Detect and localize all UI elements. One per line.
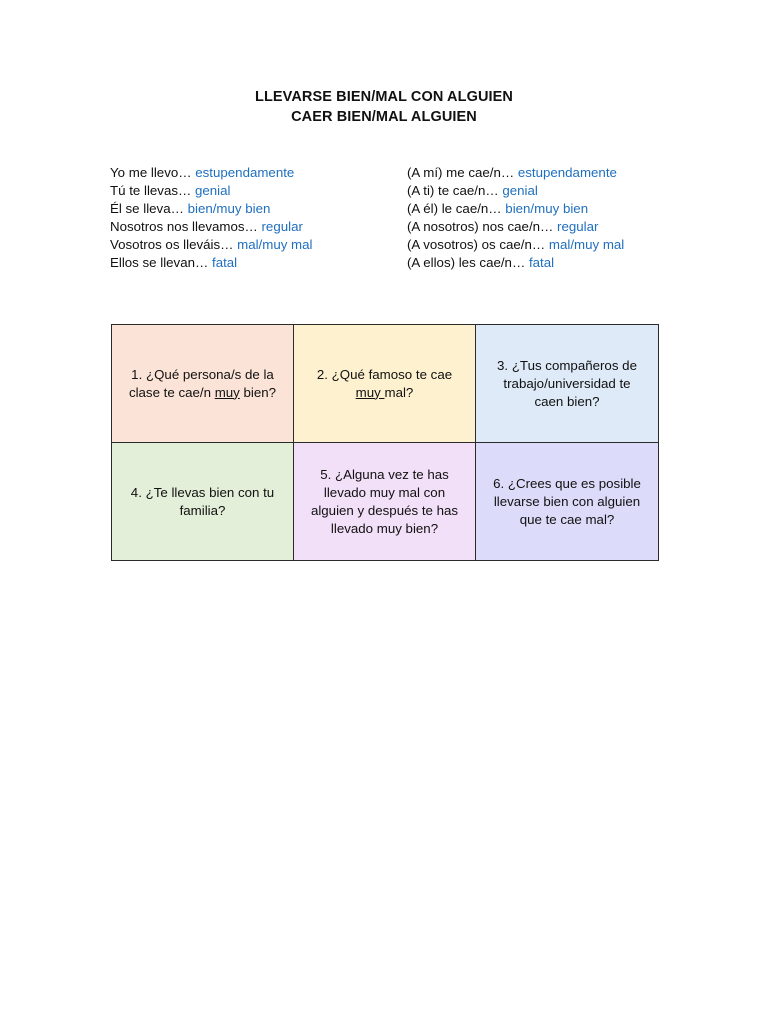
list-item-prefix: Ellos se llevan…: [110, 255, 212, 270]
list-item-prefix: Nosotros nos llevamos…: [110, 219, 262, 234]
list-item-value: bien/muy bien: [187, 201, 271, 216]
list-item-value: estupendamente: [195, 165, 295, 180]
list-item: [407, 254, 624, 272]
list-item-prefix: Vosotros os lleváis…: [110, 237, 238, 252]
list-item-value: regular: [261, 219, 303, 234]
question-text: 3. ¿Tus compañeros de trabajo/universidad te caen bien?: [497, 357, 637, 409]
question-grid: [111, 324, 659, 561]
page-subtitle: CAER BIEN/MAL ALGUIEN: [291, 109, 477, 125]
underlined-word: muy: [214, 384, 240, 400]
question-text-part: 2. ¿Qué famoso te cae: [316, 366, 453, 382]
list-item-prefix: Yo me llevo…: [110, 165, 196, 180]
list-item-prefix: (A nosotros) nos cae/n…: [407, 219, 558, 234]
caer-list: [407, 164, 624, 272]
list-item-value: fatal: [212, 255, 238, 270]
list-item-value: fatal: [528, 255, 555, 270]
list-item-value: estupendamente: [517, 165, 617, 180]
list-item: [407, 164, 624, 182]
list-item-value: mal/muy mal: [548, 237, 625, 252]
list-item: [110, 218, 313, 236]
list-item: [110, 236, 313, 254]
question-text-part: 1. ¿Qué persona/s de la clase te cae/n: [128, 366, 274, 400]
list-item: [407, 182, 624, 200]
question-cell-1: [112, 325, 294, 443]
list-item-value: genial: [502, 183, 538, 198]
list-item-value: regular: [557, 219, 599, 234]
question-cell-4: [112, 443, 294, 560]
list-item-value: mal/muy mal: [237, 237, 313, 252]
list-item: [110, 200, 313, 218]
list-item: [407, 200, 624, 218]
question-text: 6. ¿Crees que es posible llevarse bien con alguien que te cae mal?: [493, 475, 641, 527]
list-item-prefix: (A ellos) les cae/n…: [407, 255, 529, 270]
list-item-prefix: (A él) le cae/n…: [407, 201, 506, 216]
list-item: [110, 182, 313, 200]
question-cell-6: [476, 443, 658, 560]
list-item: [407, 236, 624, 254]
question-cell-5: [294, 443, 476, 560]
list-item: [407, 218, 624, 236]
question-cell-3: [476, 325, 658, 443]
llevarse-list: [110, 164, 313, 272]
question-text: [306, 366, 463, 402]
list-item-prefix: (A vosotros) os cae/n…: [407, 237, 549, 252]
question-text: 4. ¿Te llevas bien con tu familia?: [130, 484, 275, 518]
question-text: 5. ¿Alguna vez te has llevado muy mal con alguien y después te has llevado muy bien?: [310, 466, 459, 536]
list-item: [110, 254, 313, 272]
question-cell-2: [294, 325, 476, 443]
list-item-prefix: Él se lleva…: [110, 201, 188, 216]
list-item-value: bien/muy bien: [505, 201, 589, 216]
underlined-word: muy: [355, 384, 385, 400]
page-title: LLEVARSE BIEN/MAL CON ALGUIEN: [254, 89, 513, 105]
list-item: [110, 164, 313, 182]
list-item-value: genial: [194, 183, 231, 198]
question-text-part: bien?: [239, 384, 277, 400]
question-text: [124, 366, 281, 402]
list-item-prefix: (A mí) me cae/n…: [407, 165, 518, 180]
list-item-prefix: Tú te llevas…: [110, 183, 195, 198]
question-text-part: mal?: [384, 384, 414, 400]
list-item-prefix: (A ti) te cae/n…: [407, 183, 503, 198]
